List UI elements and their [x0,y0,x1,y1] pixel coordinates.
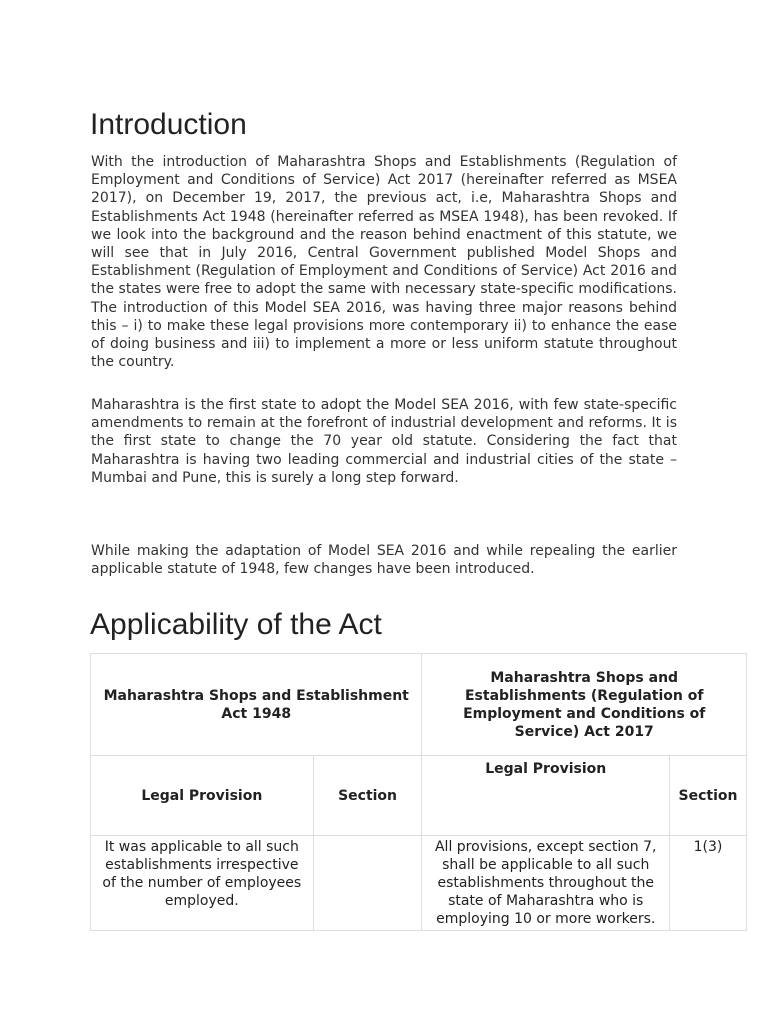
introduction-heading: Introduction [90,108,247,141]
legal-provision-2017-header: Legal Provision [422,756,670,836]
act-2017-header: Maharashtra Shops and Establishments (Regulation of Employment and Conditions of Service) Act 2017 [422,654,747,756]
section-2017-header: Section [669,756,746,836]
section-2017-cell: 1(3) [669,836,746,931]
act-1948-header: Maharashtra Shops and Establishment Act 1948 [91,654,422,756]
section-1948-cell [313,836,422,931]
intro-paragraph-3: While making the adaptation of Model SEA 2016 and while repealing the earlier applicable statute of 1948, few changes have been introduced. [91,543,677,578]
section-1948-header: Section [313,756,422,836]
applicability-heading: Applicability of the Act [90,608,382,641]
table-row [91,836,747,931]
provision-1948-cell: It was applicable to all such establishments irrespective of the number of employees employed. [91,836,314,931]
provision-2017-cell: All provisions, except section 7, shall be applicable to all such establishments throughout the state of Maharashtra who is employing 10 or more workers. [422,836,670,931]
table-column-header-row [91,756,747,836]
intro-paragraph-1: With the introduction of Maharashtra Shops and Establishments (Regulation of Employment and Conditions of Service) Act 2017 (hereinafter referred as MSEA 2017), on December 19, 2017, the previous act, i.e, Maharashtra Shops and Establishments Act 1948 (hereinafter referred as MSEA 1948), has been revoked. If we look into the background and the reason behind enactment of this statute, we will see that in July 2016, Central Government published Model Shops and Establishment (Regulation of Employment and Conditions of Service) Act 2016 and the states were free to adopt the same with necessary state-specific modifications. The introduction of this Model SEA 2016, was having three major reasons behind this – i) to make these legal provisions more contemporary ii) to enhance the ease of doing business and iii) to implement a more or less uniform statute throughout the country. [91,154,677,371]
intro-paragraph-2: Maharashtra is the first state to adopt the Model SEA 2016, with few state-specific amendments to remain at the forefront of industrial development and reforms. It is the first state to change the 70 year old statute. Considering the fact that Maharashtra is having two leading commercial and industrial cities of the state – Mumbai and Pune, this is surely a long step forward. [91,397,677,486]
legal-provision-1948-header: Legal Provision [91,756,314,836]
table-act-header-row [91,654,747,756]
applicability-table [90,653,747,931]
